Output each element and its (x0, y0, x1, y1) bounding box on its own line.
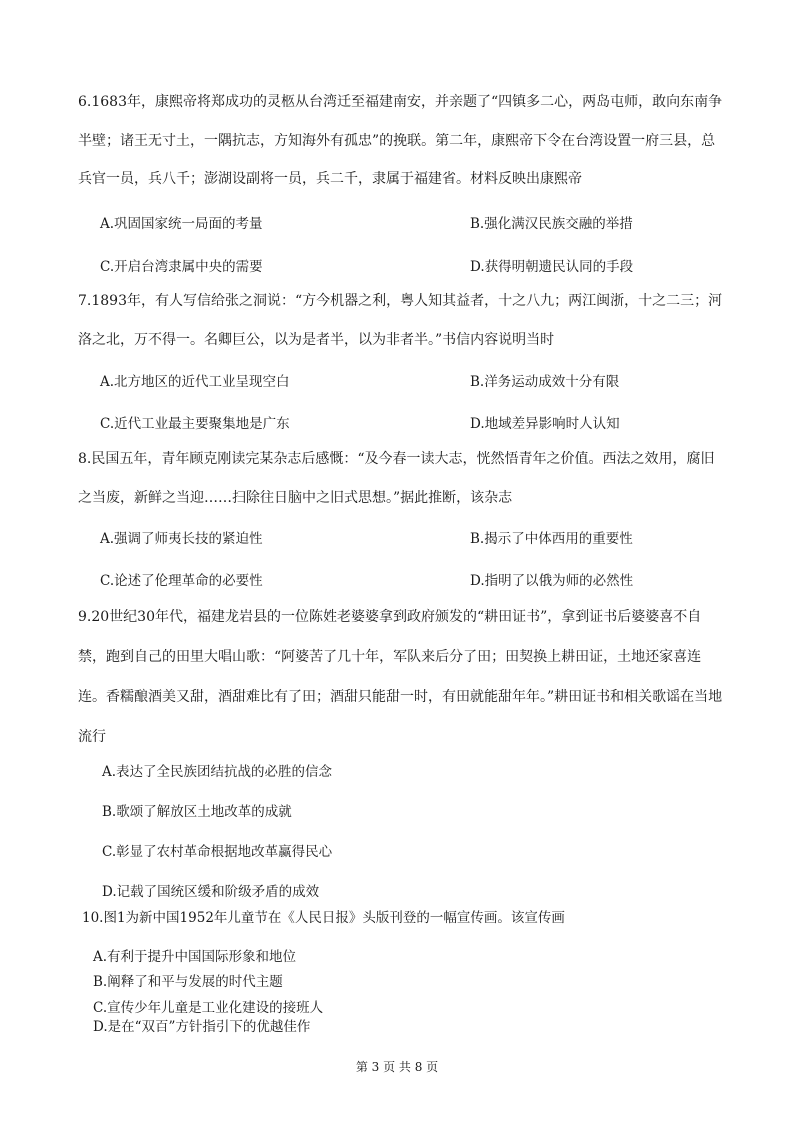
question-7-options-row-1 (100, 370, 724, 394)
question-8-option-c: C.论述了伦理革命的必要性 (100, 573, 263, 589)
question-8-option-b: B.揭示了中体西用的重要性 (470, 531, 633, 547)
question-9-option-c: C.彰显了农村革命根据地改革赢得民心 (102, 844, 333, 860)
question-6-stem: 6.1683年，康熙帝将郑成功的灵柩从台湾迁至福建南安，并亲题了“四镇多二心，两岛屯师，敢向东南争半壁；诸王无寸土，一隅抗志，方知海外有孤忠”的挽联。第二年，康熙帝下令在台湾设置一府三县，总兵官一员，兵八千；澎湖设副将一员，兵二千，隶属于福建省。材料反映出康熙帝 (78, 94, 723, 187)
question-10-option-a: A.有利于提升中国国际形象和地位 (93, 949, 297, 965)
question-8-option-d: D.指明了以俄为师的必然性 (470, 573, 634, 589)
question-6-option-c: C.开启台湾隶属中央的需要 (100, 259, 263, 275)
question-10-stem: 10.图1为新中国1952年儿童节在《人民日报》头版刊登的一幅宣传画。该宣传画 (82, 910, 565, 926)
question-9-option-b: B.歌颂了解放区土地改革的成就 (102, 804, 292, 820)
question-9-option-d: D.记载了国统区缓和阶级矛盾的成效 (102, 884, 320, 900)
question-6-option-d: D.获得明朝遗民认同的手段 (470, 259, 634, 275)
question-9-option-a: A.表达了全民族团结抗战的必胜的信念 (102, 764, 333, 780)
question-6-options-row-1 (100, 212, 724, 236)
question-6-options-row-2 (100, 255, 724, 279)
question-7-options-row-2 (100, 412, 724, 436)
question-6-option-a: A.巩固国家统一局面的考量 (100, 216, 263, 232)
question-10-option-b: B.阐释了和平与发展的时代主题 (93, 974, 283, 990)
question-7-option-a: A.北方地区的近代工业呈现空白 (100, 374, 290, 390)
question-6-option-b: B.强化满汉民族交融的举措 (470, 216, 633, 232)
question-10-option-d: D.是在“双百”方针指引下的优越佳作 (93, 1019, 311, 1035)
question-10-option-c: C.宣传少年儿童是工业化建设的接班人 (93, 1000, 324, 1016)
question-8-stem: 8.民国五年，青年顾克刚读完某杂志后感慨：“及今春一读大志，恍然悟青年之价值。西法之效用，腐旧之当废，新鲜之当迎……扫除往日脑中之旧式思想。”据此推断，该杂志 (78, 451, 715, 506)
question-7-option-c: C.近代工业最主要聚集地是广东 (100, 416, 290, 432)
question-8-options-row-2 (100, 569, 724, 593)
question-7-option-d: D.地域差异影响时人认知 (470, 416, 620, 432)
page-number-footer: 第 3 页 共 8 页 (355, 1060, 439, 1074)
question-8-option-a: A.强调了师夷长技的紧迫性 (100, 531, 263, 547)
question-7-option-b: B.洋务运动成效十分有限 (470, 374, 620, 390)
question-7-stem: 7.1893年，有人写信给张之洞说：“方今机器之利，粤人知其益者，十之八九；两江闽浙，十之二三；河洛之北，万不得一。名卿巨公，以为是者半，以为非者半。”书信内容说明当时 (78, 293, 723, 348)
question-8-options-row-1 (100, 527, 724, 551)
question-9-stem: 9.20世纪30年代，福建龙岩县的一位陈姓老婆婆拿到政府颁发的“耕田证书”，拿到证书后婆婆喜不自禁，跑到自己的田里大唱山歌：“阿婆苦了几十年，军队来后分了田；田契换上耕田证，土地还家喜连连。香糯酿酒美又甜，酒甜难比有了田；酒甜只能甜一时，有田就能甜年年。”耕田证书和相关歌谣在当地流行 (78, 609, 723, 745)
